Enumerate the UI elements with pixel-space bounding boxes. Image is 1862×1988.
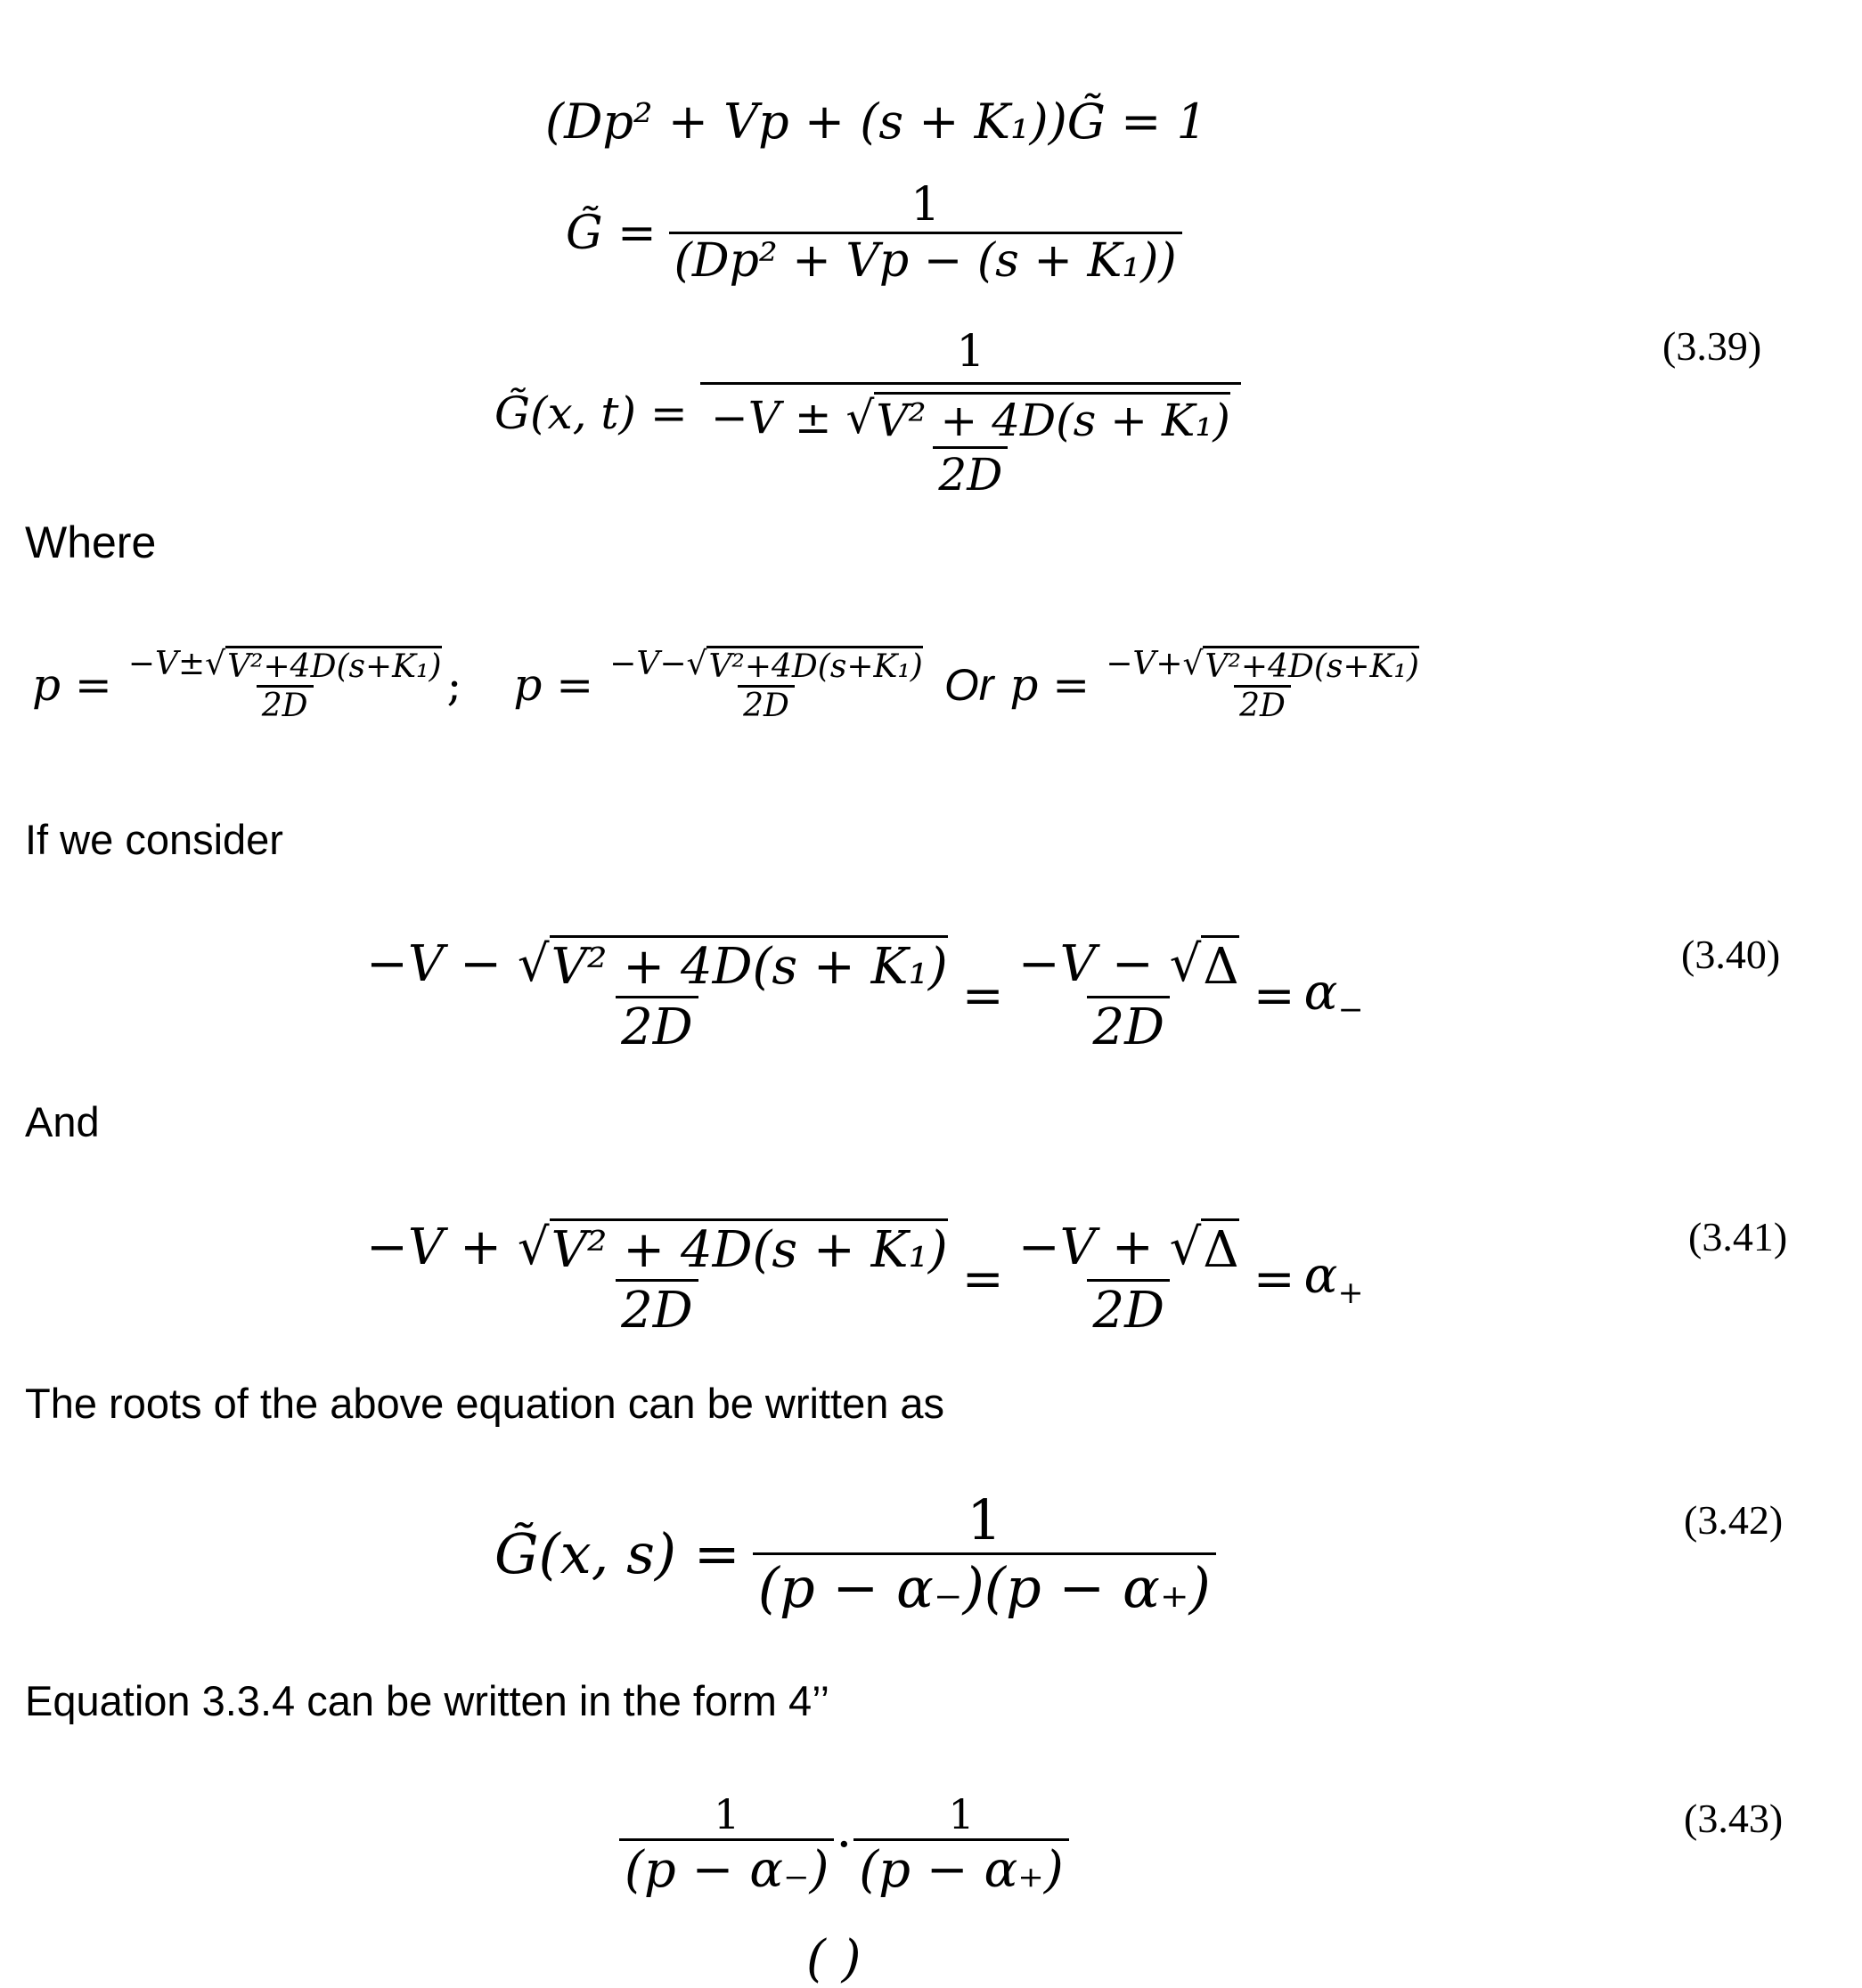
- sqrt: [686, 646, 922, 685]
- lhs-fraction: [361, 935, 953, 1056]
- p-root-1-fraction: [123, 646, 447, 724]
- paragraph-roots-intro: The roots of the above equation can be written as: [25, 1380, 945, 1427]
- inner-fraction: [706, 392, 1236, 501]
- paragraph-where: Where: [25, 517, 157, 567]
- equation-transform: [545, 94, 1207, 150]
- denominator: 2D: [616, 1279, 698, 1340]
- radicand: V²+4D(s+K₁): [225, 646, 441, 685]
- numerator: [604, 646, 928, 685]
- prefix: −V −: [366, 935, 518, 993]
- or-connector: Or: [943, 660, 994, 710]
- equation-lhs: G̃(x, t) =: [494, 387, 688, 439]
- sqrt: [1183, 646, 1419, 685]
- equation-3-41: [361, 1218, 1364, 1340]
- numerator: [1100, 646, 1425, 685]
- denominator: (p − α₋): [619, 1838, 834, 1899]
- equation-3-42: [494, 1487, 1216, 1620]
- numerator: [123, 646, 447, 685]
- sqrt: [846, 392, 1230, 446]
- denominator-text: 2D: [621, 998, 693, 1056]
- sqrt: [1170, 935, 1239, 996]
- mid-fraction: [1013, 935, 1245, 1056]
- denominator: 2D: [1234, 685, 1291, 724]
- equation-partial-bottom: ( ): [806, 1930, 862, 1988]
- numerator: [1013, 1218, 1245, 1279]
- radical-sign: √: [1169, 1218, 1202, 1276]
- radical-sign: √: [845, 392, 875, 444]
- radicand: V²+4D(s+K₁): [1203, 646, 1418, 685]
- equation-number: (3.41): [1688, 1214, 1788, 1259]
- prefix: −V−: [609, 646, 687, 682]
- equals-sign: =: [1253, 966, 1295, 1025]
- prefix: −V+: [1106, 646, 1183, 682]
- equation-3-43: [619, 1790, 1069, 1899]
- radical-sign: √: [1182, 646, 1204, 682]
- numerator: 1: [956, 325, 985, 377]
- sqrt: [205, 646, 441, 685]
- radical-sign: √: [686, 646, 707, 682]
- inner-numerator: [706, 392, 1236, 446]
- prefix: −V +: [1017, 1218, 1170, 1276]
- prefix: −V −: [1017, 935, 1170, 993]
- denominator: [616, 996, 698, 1056]
- p-root-3-fraction: [1100, 646, 1425, 724]
- prefix: −V +: [366, 1218, 518, 1276]
- numerator: [1013, 935, 1245, 996]
- radicand: V² + 4D(s + K₁): [550, 935, 948, 996]
- outer-fraction: [700, 325, 1241, 501]
- denominator: (p − α₋)(p − α₊): [753, 1552, 1216, 1620]
- radicand: V²+4D(s+K₁): [706, 646, 922, 685]
- numerator: 1: [948, 1790, 975, 1838]
- lhs-fraction: [361, 1218, 953, 1340]
- p-root-2-fraction: [604, 646, 928, 724]
- radical-sign: √: [205, 646, 226, 682]
- radicand: Δ: [1201, 935, 1238, 996]
- alpha: α: [1303, 963, 1338, 1022]
- fraction: [669, 178, 1182, 288]
- radical-sign: √: [1169, 935, 1202, 993]
- alpha-plus: [1304, 1247, 1364, 1311]
- mid-fraction: [1013, 1218, 1245, 1340]
- fraction: [753, 1487, 1216, 1620]
- p-roots-line: [32, 646, 1425, 724]
- subscript: +: [1337, 1275, 1364, 1312]
- sqrt: [1170, 1218, 1239, 1279]
- numerator: 1: [967, 1487, 1002, 1552]
- equals-sign: =: [961, 1250, 1004, 1308]
- equals-sign: =: [961, 966, 1004, 1025]
- equation-number: (3.39): [1662, 323, 1762, 369]
- radical-sign: √: [517, 935, 550, 993]
- numerator: [361, 935, 953, 996]
- denominator: [700, 382, 1241, 501]
- left-fraction: [619, 1790, 834, 1899]
- paragraph-if-we-consider: If we consider: [25, 816, 283, 863]
- alpha-minus: [1304, 964, 1364, 1028]
- semicolon: ;: [446, 659, 462, 711]
- subscript: −: [1337, 992, 1364, 1029]
- dot-operator: ·: [836, 1815, 853, 1874]
- inner-prefix: −V ±: [710, 392, 846, 444]
- equation-transform-text: (Dp² + Vp + (s + K₁))G̃ = 1: [545, 94, 1207, 150]
- p-root-3-lhs: p =: [1009, 659, 1090, 711]
- equals-sign: =: [1253, 1250, 1295, 1308]
- equation-3-40: [361, 935, 1364, 1056]
- numerator: 1: [714, 1790, 740, 1838]
- equation-lhs: G̃ =: [566, 206, 657, 260]
- sqrt: [518, 935, 948, 996]
- paragraph-and: And: [25, 1098, 100, 1145]
- p-root-2-lhs: p =: [513, 659, 594, 711]
- equation-number: (3.40): [1681, 932, 1781, 977]
- numerator: 1: [911, 178, 941, 232]
- denominator: 2D: [257, 685, 314, 724]
- denominator: 2D: [738, 685, 795, 724]
- inner-denominator: 2D: [933, 446, 1008, 501]
- equation-g-tilde: [566, 178, 1182, 288]
- radicand: V² + 4D(s + K₁): [874, 392, 1230, 446]
- equation-lhs: G̃(x, s) =: [494, 1521, 740, 1586]
- denominator: 2D: [1087, 996, 1170, 1056]
- equation-number: (3.42): [1684, 1497, 1784, 1543]
- paragraph-equation-form: Equation 3.3.4 can be written in the form 4’’: [25, 1677, 830, 1724]
- equation-number: (3.43): [1684, 1796, 1784, 1841]
- sqrt: [518, 1218, 948, 1279]
- radicand: Δ: [1201, 1218, 1238, 1279]
- denominator: (Dp² + Vp − (s + K₁)): [669, 232, 1182, 288]
- p-root-1-lhs: p =: [32, 659, 112, 711]
- radical-sign: √: [517, 1218, 550, 1276]
- denominator: (p − α₊): [853, 1838, 1068, 1899]
- alpha: α: [1303, 1246, 1338, 1305]
- denominator: 2D: [1087, 1279, 1170, 1340]
- right-fraction: [853, 1790, 1068, 1899]
- radicand: V² + 4D(s + K₁): [550, 1218, 948, 1279]
- prefix: −V±: [127, 646, 206, 682]
- numerator: [361, 1218, 953, 1279]
- equation-3-39: [494, 325, 1241, 501]
